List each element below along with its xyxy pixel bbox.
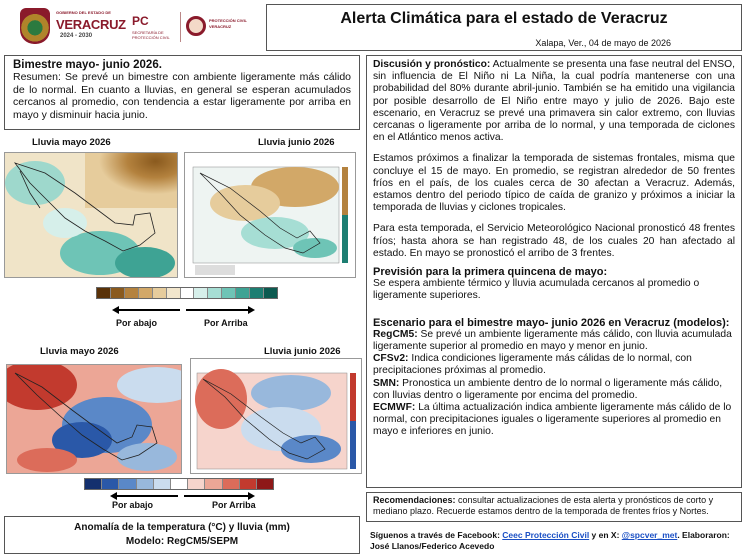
- recommendations-box: [366, 492, 742, 522]
- discussion-heading: Discusión y pronóstico:: [373, 59, 491, 70]
- gob-logo-years: 2024 - 2030: [60, 33, 93, 39]
- colorbar-swatch: [256, 479, 273, 489]
- issue-date: Xalapa, Ver., 04 de mayo de 2026: [535, 38, 671, 48]
- colorbar-swatch: [187, 479, 204, 489]
- discussion-paragraph-3: Para esta temporada, el Servicio Meteorológico Nacional pronosticó 48 frentes fríos; hasta ahora se han registrado 48, de los cuales 20 han afectado al estado. En mayo se pronosticó el arribo de 3 frentes.: [373, 223, 735, 259]
- civil-protection-seal-icon: [186, 16, 206, 36]
- model-regcm5: [373, 329, 735, 353]
- x-link[interactable]: @spcver_met: [621, 530, 678, 540]
- discussion-paragraph-2: Estamos próximos a finalizar la temporada de sistemas frontales, misma que concluye el 15 de mayo. En promedio, se registran alrededor de 50 frentes fríos en el país, de los cuales cerca de 30 afectan a Veracruz. Además, estamos dentro del periodo típico de caída de granizo y próximos a iniciar la temporada de lluvias y ciclones tropicales.: [373, 153, 735, 214]
- discussion-text-1: Actualmente se presenta una fase neutral del ENSO, sin influencia de El Niño ni La Niña, la cual podría mantenerse con una probabilidad del 80% durante abril-junio. También se ha emitido una vigilancia por posible desarrollo de El Niño entre mayo y julio de 2026. Bajo este escenario, en Veracruz se prevé una primavera sin calor extremo, con lluvias cercanas o ligeramente por arriba de lo normal, y una temporada de ciclones en el Atlántico menos activa.: [373, 59, 735, 144]
- summary-box: [4, 55, 360, 130]
- caption-line-1: Anomalía de la temperatura (°C) y lluvia (mm): [74, 522, 290, 533]
- footer-pre: Síguenos a través de Facebook:: [370, 530, 503, 540]
- logo-bar: [20, 8, 247, 46]
- pc-logo-subtitle: SECRETARÍA DE PROTECCIÓN CIVIL: [132, 30, 170, 40]
- temp-arrow-line: [116, 495, 178, 497]
- rain-arrow-line-right: [186, 309, 248, 311]
- colorbar-swatch: [193, 288, 207, 298]
- summary-text: Resumen: Se prevé un bimestre con ambiente ligeramente más cálido de lo normal. En cuanto a lluvias, en general se esperan acumulados cercanos al promedio, con tendencia a estar ligeramente por arriba en mayo y disminuir hacia junio.: [13, 71, 351, 121]
- model-text: Pronostica un ambiente dentro de lo normal o ligeramente más cálido, con lluvias dentro o ligeramente por encima del promedio.: [373, 377, 723, 401]
- colorbar-swatch: [170, 479, 187, 489]
- footer: [370, 530, 742, 552]
- colorbar-swatch: [118, 479, 135, 489]
- temp-below-label: Por abajo: [112, 500, 154, 510]
- colorbar-swatch: [204, 479, 221, 489]
- temp-above-label: Por Arriba: [212, 500, 256, 510]
- model-name: RegCM5:: [373, 328, 418, 340]
- colorbar-swatch: [101, 479, 118, 489]
- page-title: Alerta Climática para el estado de Veracruz: [340, 10, 668, 27]
- model-name: SMN:: [373, 377, 400, 389]
- colorbar-swatch: [222, 479, 239, 489]
- models-heading: Escenario para el bimestre mayo- junio 2026 en Veracruz (modelos):: [373, 316, 730, 329]
- colorbar-swatch: [138, 288, 152, 298]
- model-text: Se prevé un ambiente ligeramente más cálido, con lluvia acumulada ligeramente superior al promedio en mayo y menor en junio.: [373, 328, 732, 353]
- caption-line-2: Modelo: RegCM5/SEPM: [125, 536, 239, 547]
- discussion-paragraph-1: [373, 59, 735, 144]
- colorbar-swatch: [239, 479, 256, 489]
- colorbar-swatch: [124, 288, 138, 298]
- colorbar-swatch: [152, 288, 166, 298]
- pc-logo: PC: [132, 14, 149, 28]
- footer-post: . Elaboraron:: [677, 530, 730, 540]
- map-label-bottom-left: Lluvia mayo 2026: [40, 346, 119, 357]
- colorbar-swatch: [97, 288, 110, 298]
- temperature-colorbar: [84, 478, 274, 490]
- colorbar-swatch: [249, 288, 263, 298]
- discussion-box: [366, 55, 742, 488]
- colorbar-swatch: [235, 288, 249, 298]
- footer-mid: y en X:: [589, 530, 622, 540]
- model-smn: [373, 378, 735, 402]
- temp-arrow-right-icon: [248, 492, 255, 500]
- colorbar-swatch: [263, 288, 277, 298]
- rain-map-june: [184, 152, 356, 278]
- rain-arrow-line: [118, 309, 180, 311]
- forecast-heading: Previsión para la primera quincena de mayo:: [373, 266, 608, 279]
- model-name: CFSv2:: [373, 353, 409, 365]
- colorbar-swatch: [85, 479, 101, 489]
- map-label-top-right: Lluvia junio 2026: [258, 137, 335, 148]
- seal-text: PROTECCIÓN CIVIL VERACRUZ: [209, 18, 247, 29]
- model-text: La última actualización indica ambiente ligeramente más cálido de lo normal, con precipitaciones iguales o ligeramente superiores al promedio en mayo e inferiores en junio.: [373, 402, 732, 438]
- model-name: ECMWF:: [373, 402, 416, 414]
- temp-map-may: [6, 364, 182, 474]
- rain-above-label: Por Arriba: [204, 318, 248, 328]
- colorbar-swatch: [166, 288, 180, 298]
- colorbar-swatch: [136, 479, 153, 489]
- veracruz-coat-of-arms-icon: [20, 8, 50, 44]
- rain-colorbar: [96, 287, 278, 299]
- models-list: [373, 329, 735, 439]
- summary-title: Bimestre mayo- junio 2026.: [13, 59, 162, 71]
- gob-logo-small-text: GOBIERNO DEL ESTADO DE: [56, 10, 111, 15]
- footer-authors: José Llanos/Federico Acevedo: [370, 541, 495, 551]
- model-ecmwf: [373, 402, 735, 439]
- caption-box: [4, 516, 360, 554]
- colorbar-swatch: [180, 288, 194, 298]
- map-label-bottom-right: Lluvia junio 2026: [264, 346, 341, 357]
- colorbar-swatch: [221, 288, 235, 298]
- model-cfsv2: [373, 353, 735, 377]
- colorbar-swatch: [153, 479, 170, 489]
- facebook-link[interactable]: Ceec Protección Civil: [502, 530, 590, 540]
- recommendations-heading: Recomendaciones:: [373, 495, 456, 505]
- model-text: Indica condiciones ligeramente más cálidas de lo normal, con precipitaciones próximas al promedio.: [373, 353, 692, 377]
- colorbar-swatch: [110, 288, 124, 298]
- rain-map-may: [4, 152, 178, 278]
- footer-social-line: [370, 530, 742, 541]
- gob-logo-text: VERACRUZ: [56, 17, 126, 32]
- title-box: [266, 4, 742, 51]
- forecast-text: Se espera ambiente térmico y lluvia acumulada cercanos al promedio o ligeramente superiores.: [373, 278, 700, 302]
- colorbar-swatch: [207, 288, 221, 298]
- map-label-top-left: Lluvia mayo 2026: [32, 137, 111, 148]
- temp-arrow-line-right: [184, 495, 248, 497]
- recommendations-text: consultar actualizaciones de esta alerta y pronósticos de corto y mediano plazo. Recuerde estamos dentro de la temporada de frentes fríos y Nortes.: [373, 495, 714, 516]
- logo-separator: [180, 12, 181, 42]
- rain-below-label: Por abajo: [116, 318, 158, 328]
- rain-arrow-right-icon: [248, 306, 255, 314]
- temp-map-june: [190, 358, 362, 474]
